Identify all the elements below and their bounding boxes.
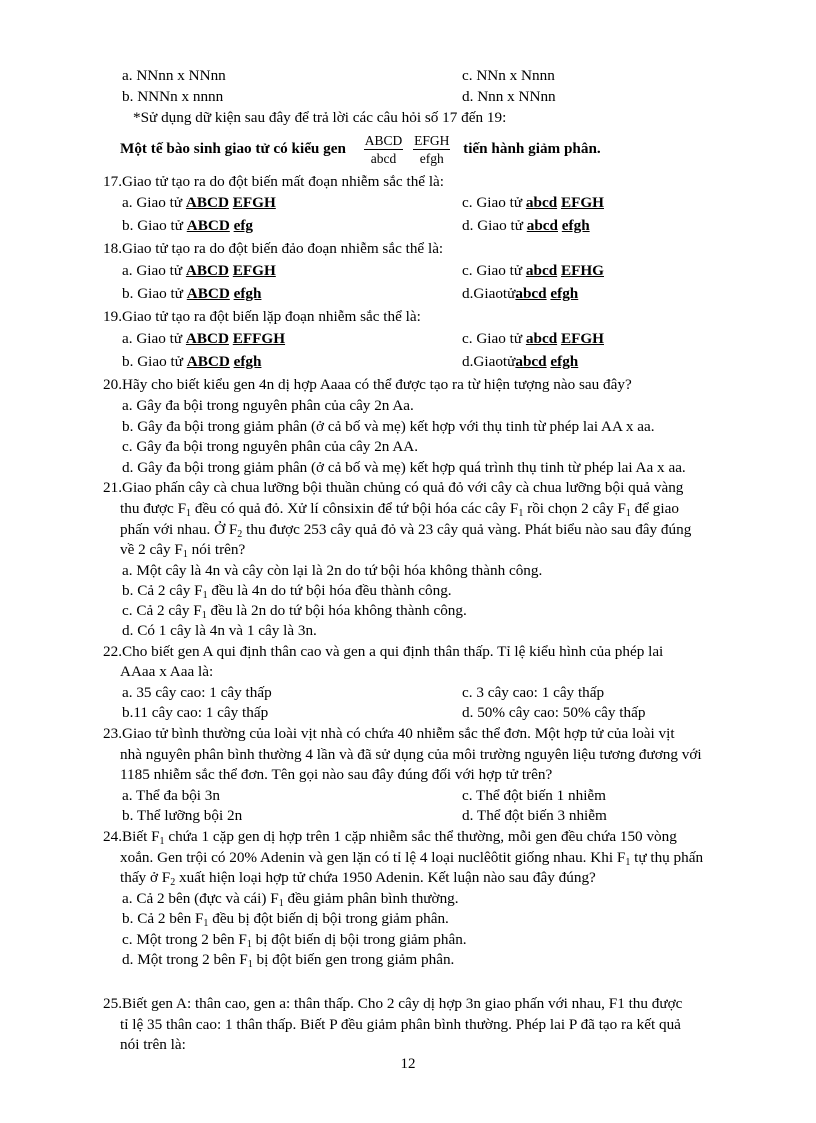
question-21-line-3: phấn với nhau. Ở $F_2$ thu được 253 cây quả đỏ và 23 cây quả vàng. Phát biểu nào sau đây đúng [120, 521, 692, 540]
q18-option-c: c. Giao tử abcd EFHG [462, 262, 604, 279]
q18-option-a: a. Giao tử ABCD EFGH [122, 262, 276, 279]
q22-option-c: c. 3 cây cao: 1 cây thấp [462, 684, 605, 701]
option-b-q16: b. NNNn x nnnn [122, 88, 224, 105]
q24-option-a: a. Cả 2 bên (đực và cái) $F_1$ đều giảm phân bình thường. [122, 890, 459, 909]
q22-option-a: a. 35 cây cao: 1 cây thấp [122, 684, 272, 701]
q22-option-b: b.11 cây cao: 1 cây thấp [122, 704, 269, 721]
q20-option-b: b. Gây đa bội trong giảm phân (ở cả bố và mẹ) kết hợp với thụ tinh từ phép lai AA x aa. [122, 418, 655, 435]
q21-option-b: b. Cả 2 cây $F_1$ đều là 4n do tứ bội hóa đều thành công. [122, 582, 452, 601]
q24-option-d: d. Một trong 2 bên $F_1$ bị đột biến gen trong giảm phân. [122, 951, 455, 970]
question-20: 20.Hãy cho biết kiểu gen 4n dị hợp Aaaa có thể được tạo ra từ hiện tượng nào sau đây? [103, 376, 632, 393]
q23-option-c: c. Thể đột biến 1 nhiễm [462, 787, 606, 804]
question-24-line-1: 24.Biết $F_1$ chứa 1 cặp gen dị hợp trên 1 cặp nhiễm sắc thể thường, mỗi gen đều chứa 150 vòng [103, 828, 677, 847]
genotype-fraction-1: $\frac{\text{ABCD}}{\text{abcd}}$ [364, 132, 403, 166]
q20-option-c: c. Gây đa bội trong nguyên phân của cây 2n AA. [122, 438, 419, 455]
q24-option-b: b. Cả 2 bên $F_1$ đều bị đột biến dị bội trong giảm phân. [122, 910, 449, 929]
question-23-line-2: nhà nguyên phân bình thường 4 lần và đã sử dụng của môi trường nguyên liệu tương đương với [120, 746, 702, 763]
question-17: 17.Giao tử tạo ra do đột biến mất đoạn nhiễm sắc thể là: [103, 173, 444, 190]
q18-option-d: d.Giaotửabcd efgh [462, 285, 579, 302]
q23-option-a: a. Thể đa bội 3n [122, 787, 220, 804]
option-d-q16: d. Nnn x NNnn [462, 88, 556, 105]
q19-option-d: d.Giaotửabcd efgh [462, 353, 579, 370]
option-a-q16: a. NNnn x NNnn [122, 67, 226, 84]
q17-option-b: b. Giao tử ABCD efg [122, 217, 254, 234]
q19-option-c: c. Giao tử abcd EFGH [462, 330, 604, 347]
q17-option-d: d. Giao tử abcd efgh [462, 217, 590, 234]
question-18: 18.Giao tử tạo ra do đột biến đảo đoạn nhiễm sắc thể là: [103, 240, 444, 257]
genotype-fraction-2: $\frac{\text{EFGH}}{\text{efgh}}$ [414, 132, 450, 166]
q19-option-a: a. Giao tử ABCD EFFGH [122, 330, 286, 347]
question-23-line-3: 1185 nhiễm sắc thể đơn. Tên gọi nào sau đây đúng đối với hợp tử trên? [120, 766, 553, 783]
question-25-line-1: 25.Biết gen A: thân cao, gen a: thân thấp. Cho 2 cây dị hợp 3n giao phấn với nhau, F1 thu được [103, 995, 683, 1012]
question-21-line-1: 21.Giao phấn cây cà chua lưỡng bội thuần chủng có quả đỏ với cây cà chua lưỡng bội quả vàng [103, 479, 684, 496]
question-24-line-3: thấy ở $F_2$ xuất hiện loại hợp tử chứa 1950 Adenin. Kết luận nào sau đây đúng? [120, 869, 596, 888]
q23-option-b: b. Thể lưỡng bội 2n [122, 807, 243, 824]
cell-genotype-pre: Một tế bào sinh giao tử có kiểu gen [120, 140, 346, 157]
q17-option-a: a. Giao tử ABCD EFGH [122, 194, 276, 211]
question-21-line-2: thu được $F_1$ đều có quả đỏ. Xử lí cônsixin để tứ bội hóa các cây $F_1$ rồi chọn 2 cây $F_1$ để giao [120, 500, 679, 519]
question-22-line-1: 22.Cho biết gen A qui định thân cao và gen a qui định thân thấp. Tỉ lệ kiểu hình của phép lai [103, 643, 664, 660]
q18-option-b: b. Giao tử ABCD efgh [122, 285, 262, 302]
question-25-line-3: nói trên là: [120, 1036, 186, 1053]
question-19: 19.Giao tử tạo ra đột biến lặp đoạn nhiễm sắc thể là: [103, 308, 421, 325]
q21-option-c: c. Cả 2 cây $F_1$ đều là 2n do tứ bội hóa không thành công. [122, 602, 467, 621]
q23-option-d: d. Thể đột biến 3 nhiễm [462, 807, 607, 824]
question-23-line-1: 23.Giao tử bình thường của loài vịt nhà có chứa 40 nhiễm sắc thể đơn. Một hợp tử của loài vịt [103, 725, 675, 742]
question-22-line-2: AAaa x Aaa là: [120, 663, 214, 680]
option-c-q16: c. NNn x Nnnn [462, 67, 555, 84]
q22-option-d: d. 50% cây cao: 50% cây thấp [462, 704, 646, 721]
q20-option-a: a. Gây đa bội trong nguyên phân của cây 2n Aa. [122, 397, 414, 414]
cell-genotype-line [120, 130, 601, 168]
question-21-line-4: về 2 cây $F_1$ nói trên? [120, 541, 246, 560]
q17-option-c: c. Giao tử abcd EFGH [462, 194, 604, 211]
instruction-note: *Sử dụng dữ kiện sau đây để trả lời các câu hỏi số 17 đến 19: [133, 109, 507, 126]
q24-option-c: c. Một trong 2 bên $F_1$ bị đột biến dị bội trong giảm phân. [122, 931, 467, 950]
question-24-line-2: xoắn. Gen trội có 20% Adenin và gen lặn có tỉ lệ 4 loại nuclêôtit giống nhau. Khi $F_1$ tự thụ phấn [120, 849, 704, 868]
q20-option-d: d. Gây đa bội trong giảm phân (ở cả bố và mẹ) kết hợp quá trình thụ tinh từ phép lai Aa x aa. [122, 459, 686, 476]
page-number: 12 [400, 1056, 416, 1072]
q21-option-d: d. Có 1 cây là 4n và 1 cây là 3n. [122, 622, 317, 639]
q21-option-a: a. Một cây là 4n và cây còn lại là 2n do tứ bội hóa không thành công. [122, 562, 543, 579]
question-25-line-2: tỉ lệ 35 thân cao: 1 thân thấp. Biết P đều giảm phân bình thường. Phép lai P đã tạo ra kết quả [120, 1016, 681, 1033]
cell-genotype-post: tiến hành giảm phân. [463, 140, 601, 157]
q19-option-b: b. Giao tử ABCD efgh [122, 353, 262, 370]
